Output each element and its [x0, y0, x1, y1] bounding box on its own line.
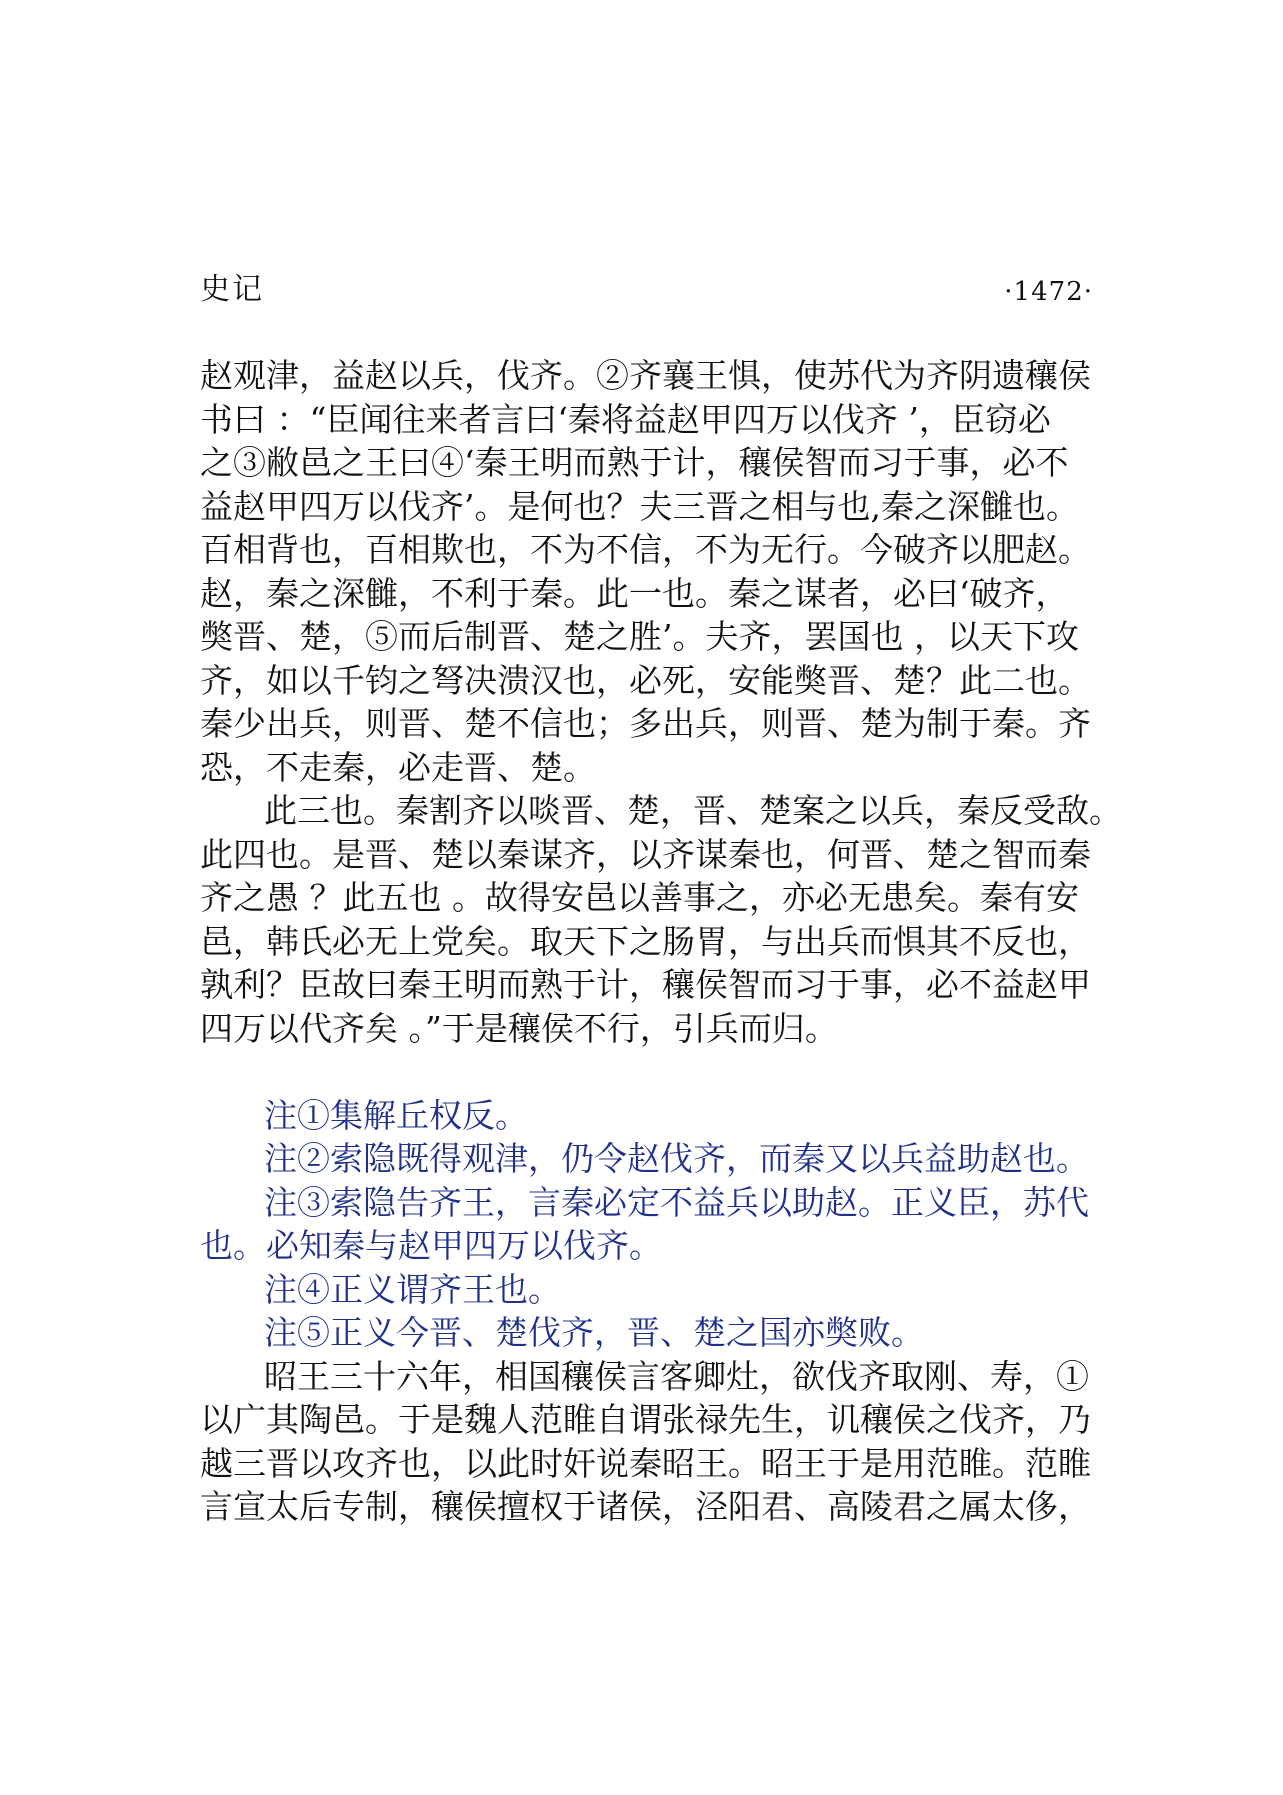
text-line: 此四也。是晋、楚以秦谋齐，以齐谋秦也，何晋、楚之智而秦 [200, 834, 1091, 874]
footnote-5: 注⑤正义今晋、楚伐齐，晋、楚之国亦獘败。 [264, 1313, 924, 1352]
text-line: 秦少出兵，则晋、楚不信也；多出兵，则晋、楚为制于秦。齐 [200, 704, 1091, 743]
footnote-4: 注④正义谓齐王也。 [264, 1269, 561, 1309]
text-line: 邑，韩氏必无上党矣。取天下之肠胃，与出兵而惧其不反也， [200, 921, 1091, 961]
book-title: 史记 [200, 272, 264, 307]
page-body [200, 354, 1120, 1529]
footnote-2: 注②索隐既得观津，仍令赵伐齐，而秦又以兵益助赵也。 [264, 1139, 1089, 1178]
text-line: 恐，不走秦，必走晋、楚。 [200, 747, 596, 787]
text-line: 书曰 ：“臣闻往来者言曰‘秦将益赵甲四万以伐齐 ’，臣窃必 [200, 399, 1051, 439]
text-line: 赵，秦之深雠，不利于秦。此一也。秦之谋者，必曰‘破齐， [200, 573, 1069, 613]
text-line: 越三晋以攻齐也，以此时奸说秦昭王。昭王于是用范睢。范睢 [200, 1443, 1091, 1483]
page-number: ·1472· [1004, 277, 1093, 307]
footnote-1: 注①集解丘权反。 [264, 1095, 528, 1135]
text-line: 獘晋、楚，⑤而后制晋、楚之胜’。夫齐，罢国也 ，以天下攻 [200, 617, 1079, 656]
section-gap [200, 1050, 1120, 1094]
footnote-3-continued: 也。必知秦与赵甲四万以伐齐。 [200, 1226, 662, 1265]
text-line: 四万以代齐矣 。”于是穰侯不行，引兵而归。 [200, 1008, 838, 1048]
text-line: 齐之愚 ？此五也 。故得安邑以善事之，亦必无患矣。秦有安 [200, 878, 1079, 917]
text-line: 以广其陶邑。于是魏人范睢自谓张禄先生，讥穰侯之伐齐，乃 [200, 1400, 1091, 1439]
text-line: 之③敝邑之王曰④‘秦王明而熟于计，穰侯智而习于事，必不 [200, 443, 1069, 482]
text-line: 益赵甲四万以伐齐’。是何也？夫三晋之相与也,秦之深雠也。 [200, 486, 1079, 526]
text-line: 赵观津，益赵以兵，伐齐。②齐襄王惧，使苏代为齐阴遗穰侯 [200, 356, 1091, 395]
paragraph-first-line: 此三也。秦割齐以啖晋、楚，晋、楚案之以兵，秦反受敌。 [264, 791, 1122, 830]
text-line: 齐，如以千钧之弩决溃汉也，必死，安能獘晋、楚？此二也。 [200, 660, 1091, 700]
text-line: 孰利？臣故曰秦王明而熟于计，穰侯智而习于事，必不益赵甲 [200, 965, 1091, 1004]
footnote-3: 注③索隐告齐王，言秦必定不益兵以助赵。正义臣，苏代 [264, 1182, 1089, 1222]
paragraph-first-line: 昭王三十六年，相国穰侯言客卿灶，欲伐齐取刚、寿，① [264, 1356, 1089, 1396]
text-line: 言宣太后专制，穰侯擅权于诸侯，泾阳君、高陵君之属太侈， [200, 1487, 1091, 1526]
text-line: 百相背也，百相欺也，不为不信，不为无行。今破齐以肥赵。 [200, 530, 1091, 569]
